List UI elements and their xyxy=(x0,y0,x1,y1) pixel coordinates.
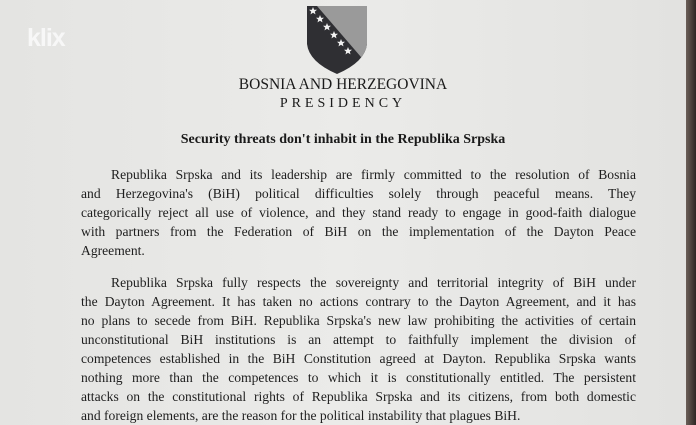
paragraph-1 xyxy=(81,165,636,260)
text-line: Agreement. xyxy=(81,243,145,258)
text-line: attacks on the constitutional rights of Republika Srpska and its citizens, from both domestic xyxy=(81,389,636,404)
text-line: unconstitutional BiH institutions is an attempt to faithfully implement the division of xyxy=(81,332,636,347)
text-line: and Herzegovina's (BiH) political difficulties solely through peaceful means. They xyxy=(81,186,636,201)
text-line: and foreign elements, are the reason for the political instability that plagues BiH. xyxy=(81,408,521,423)
document-heading: Security threats don't inhabit in the Republika Srpska xyxy=(180,132,506,147)
page-edge xyxy=(686,0,696,425)
text-line: with partners from the Federation of BiH on the implementation of the Dayton Peace xyxy=(81,224,636,239)
text-line: categorically reject all use of violence, and they stand ready to engage in good-faith dialogue xyxy=(81,205,636,220)
coat-of-arms-icon xyxy=(307,6,367,74)
text-line: no plans to secede from BiH. Republika Srpska's new law prohibiting the activities of certain xyxy=(81,313,636,328)
text-line: Republika Srpska and its leadership are firmly committed to the resolution of Bosnia xyxy=(111,167,636,182)
text-line: Republika Srpska fully respects the sovereignty and territorial integrity of BiH under xyxy=(111,275,636,290)
text-line: nothing more than the competences to which it is constitutionally entitled. The persistent xyxy=(81,370,636,385)
letterhead-country: BOSNIA AND HERZEGOVINA xyxy=(238,76,448,93)
klix-watermark: klix xyxy=(27,24,65,52)
letterhead-office: PRESIDENCY xyxy=(279,96,407,111)
text-line: competences established in the BiH Constitution agreed at Dayton. Republika Srpska wants xyxy=(81,351,636,366)
paragraph-2 xyxy=(81,273,636,425)
text-line: the Dayton Agreement. It has taken no actions contrary to the Dayton Agreement, and it has xyxy=(81,294,636,309)
